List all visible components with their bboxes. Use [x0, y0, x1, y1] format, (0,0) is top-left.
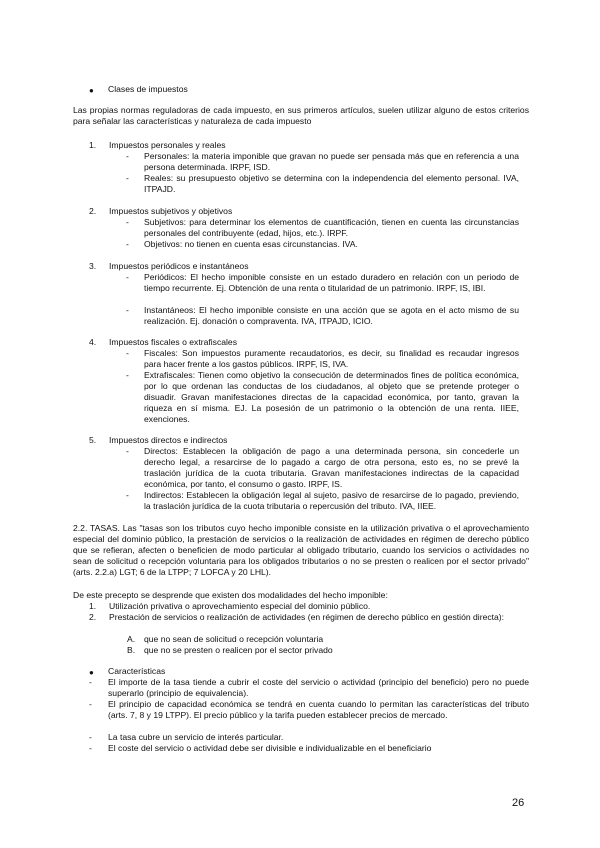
dash-icon: -: [126, 446, 129, 456]
item-text: que no se presten o realicen por el sector privado: [144, 645, 333, 655]
dash-icon: -: [89, 677, 92, 687]
section-number: 2.: [89, 206, 97, 216]
list-item: [89, 239, 519, 250]
list-item: [89, 305, 519, 327]
dash-icon: -: [126, 217, 129, 227]
list-item: [89, 272, 519, 294]
list-item: [127, 634, 527, 645]
section-title: Impuestos periódicos e instantáneos: [109, 261, 249, 271]
dash-icon: -: [126, 490, 129, 500]
list-item: [89, 699, 529, 732]
section-title: Impuestos fiscales o extrafiscales: [109, 337, 238, 347]
section-number: 4.: [89, 337, 97, 347]
item-text: Extrafiscales: Tienen como objetivo la consecución de determinados fines de política económica, por lo que ordenan las conductas de los ciudadanos, al objeto que se pretende proteger o disuadir. Gravan manifestaciones directas de la capacidad económica, por tanto, gravan la riqueza en sí misma. EJ. La posesión de un patrimonio o la obtención de una renta. IIEE, exenciones.: [144, 370, 519, 424]
item-text: El principio de capacidad económica se tendrá en cuenta cuando lo permitan las características del tributo (arts. 7, 8 y 19 LTPP). El precio público y la tarifa pueden establecer precios de mercado.: [108, 699, 529, 720]
section-title: Impuestos personales y reales: [109, 140, 226, 150]
section-title: Impuestos directos e indirectos: [109, 435, 228, 445]
item-text: Instantáneos: El hecho imponible consiste en una acción que se agota en el acto mismo de su realización. Ej. donación o compraventa. IVA, ITPAJD, ICIO.: [144, 305, 519, 326]
list-item: [89, 370, 519, 425]
tasas-paragraph: 2.2. TASAS. Las "tasas son los tributos cuyo hecho imponible consiste en la utilización privativa o el aprovechamiento especial del dominio público, la prestación de servicios o la realización de actividades en régimen de derecho público que se refieran, afecten o beneficien de modo particular al obligado tributario, cuando los servicios o actividades no sean de solicitud o recepción voluntaria para los obligados tributarios o no se presten o realicen por el sector privado" (arts. 2.2.a) LGT; 6 de la LTPP; 7 LOFCA y 20 LHL).: [73, 523, 529, 577]
dash-icon: -: [126, 348, 129, 358]
subitems-list: [127, 634, 527, 656]
item-letter: A.: [127, 634, 136, 644]
bullet-icon: ●: [89, 668, 94, 677]
item-text: Directos: Establecen la obligación de pago a una determinada persona, sin concederle un derecho legal, a resarcirse de lo pagado a cargo de otra persona, esto es, no se prevé la traslación jurídica de la cuota tributaria. Gravan manifestaciones indirectas de la capacidad económica, por tanto, el consumo o gasto. IRPF, IS.: [144, 446, 519, 489]
section-number: 5.: [89, 435, 97, 445]
item-text: La tasa cubre un servicio de interés particular.: [108, 732, 284, 742]
list-item: [89, 151, 519, 173]
item-text: Periódicos: El hecho imponible consiste en un estado duradero en relación con un periodo de tiempo recurrente. Ej. Obtención de una renta o titularidad de un patrimonio. IRPF, IS, IBI.: [144, 272, 519, 293]
item-number: 2.: [89, 612, 97, 622]
item-text: Fiscales: Son impuestos puramente recaudatorios, es decir, su finalidad es recaudar ingresos para hacer frente a los gastos públicos. IRPF, IS, IVA.: [144, 348, 519, 369]
item-number: 1.: [89, 601, 97, 611]
item-text: Objetivos: no tienen en cuenta esas circunstancias. IVA.: [144, 239, 358, 249]
intro-paragraph: Las propias normas reguladoras de cada impuesto, en sus primeros artículos, suelen utilizar alguno de estos criterios para señalar las características y naturaleza de cada impuesto: [73, 105, 529, 126]
dash-icon: -: [89, 699, 92, 709]
item-text: Personales: la materia imponible que gravan no puede ser pensada más que en referencia a una persona determinada. IRPF, ISD.: [144, 151, 519, 172]
list-item: [89, 743, 529, 754]
item-text: que no sean de solicitud o recepción voluntaria: [144, 634, 324, 644]
list-item: [89, 677, 529, 699]
dash-icon: -: [126, 305, 129, 315]
page-number: 26: [512, 797, 525, 809]
section-title: Impuestos subjetivos y objetivos: [109, 206, 233, 216]
item-text: El coste del servicio o actividad debe ser divisible e individualizable en el beneficiario: [108, 743, 432, 753]
dash-icon: -: [126, 370, 129, 380]
item-text: Prestación de servicios o realización de actividades (en régimen de derecho público en gestión directa):: [109, 612, 505, 622]
section-number: 1.: [89, 140, 97, 150]
dash-icon: -: [126, 239, 129, 249]
item-text: Reales: su presupuesto objetivo se determina con la independencia del elemento personal. IVA, ITPAJD.: [144, 173, 519, 194]
list-item: [89, 446, 519, 490]
list-item: [89, 490, 519, 512]
dash-icon: -: [126, 173, 129, 183]
item-letter: B.: [127, 645, 136, 655]
list-item: [89, 612, 529, 634]
dash-icon: -: [89, 732, 92, 742]
list-item: [89, 173, 519, 195]
caracteristicas-list: [89, 677, 529, 754]
item-text: El importe de la tasa tiende a cubrir el coste del servicio o actividad (principio del beneficio) pero no puede superarlo (principio de equivalencia).: [108, 677, 529, 698]
list-item: [89, 348, 519, 370]
item-text: Utilización privativa o aprovechamiento especial del dominio público.: [109, 601, 371, 611]
clases-heading: Clases de impuestos: [108, 84, 188, 94]
dash-icon: -: [126, 272, 129, 282]
dash-icon: -: [126, 151, 129, 161]
list-item: [89, 732, 529, 743]
list-item: [89, 217, 519, 239]
list-item: [89, 601, 529, 612]
precepto-intro: De este precepto se desprende que existen dos modalidades del hecho imponible:: [73, 590, 388, 600]
dash-icon: -: [89, 743, 92, 753]
item-text: Indirectos: Establecen la obligación legal al sujeto, pasivo de resarcirse de lo pagado, previendo, la traslación jurídica de la cuota tributaria o repercusión del tributo. IVA, IIEE.: [144, 490, 519, 511]
section-number: 3.: [89, 261, 97, 271]
caracteristicas-heading: Características: [108, 666, 166, 676]
item-text: Subjetivos: para determinar los elementos de cuantificación, tienen en cuenta las circunstancias personales del contribuyente (edad, hijos, etc.). IRPF.: [144, 217, 519, 238]
modalidades-list: [89, 601, 529, 634]
bullet-icon: ●: [89, 86, 94, 95]
list-item: [127, 645, 527, 656]
